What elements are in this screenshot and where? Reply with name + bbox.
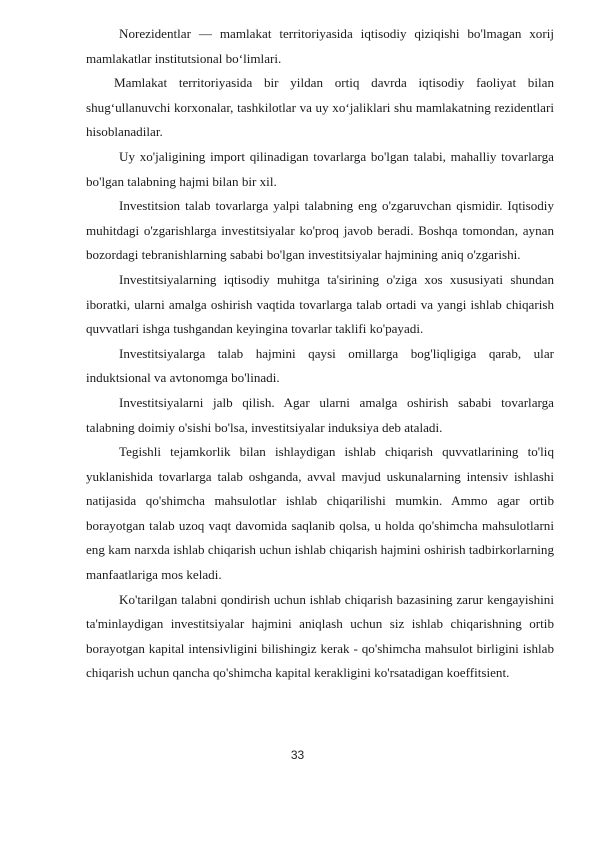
paragraph-investment-types: Investitsiyalarga talab hajmini qaysi omillarga bog'liqligiga qarab, ular induktsional va avtonomga bo'linadi. xyxy=(86,345,554,386)
document-page xyxy=(86,22,554,686)
paragraph-capital-intensity: Ko'tarilgan talabni qondirish uchun ishlab chiqarish bazasining zarur kengayishini ta'minlaydigan investitsiyalar hajmini aniqlash uchun siz ishlab chiqarishning ortib borayotgan kapital intensivligini bilishingiz kerak - qo'shimcha mahsulot birligini ishlab chiqarish uchun qancha qo'shimcha kapital kerakligini ko'rsatadigan koeffitsient. xyxy=(86,591,554,681)
page-number: 33 xyxy=(290,748,305,762)
paragraph-capacity-load: Tegishli tejamkorlik bilan ishlaydigan ishlab chiqarish quvvatlarining to'liq yuklanishida tovarlarga talab oshganda, avval mavjud uskunalarning intensiv ishlashi natijasida qo'shimcha mahsulotlar ishlab chiqarilishi mumkin. Ammo agar ortib borayotgan talab uzoq vaqt davomida saqlanib qolsa, u holda qo'shimcha mahsulotlarni eng kam narxda ishlab chiqarish uchun ishlab chiqarish hajmini oshirish tadbirkorlarning manfaatlariga mos keladi. xyxy=(86,444,554,583)
paragraph-nonresidents: Norezidentlar — mamlakat territoriyasida iqtisodiy qiziqishi bo'lmagan xorij mamlakatlar institutsional bo‘limlari. xyxy=(86,26,554,66)
paragraph-investment-feature: Investitsiyalarning iqtisodiy muhitga ta'sirining o'ziga xos xususiyati shundan iboratki, ularni amalga oshirish vaqtida tovarlarga talab ortadi va yangi ishlab chiqarish quvvatlari ishga tushgandan keyingina tovarlar taklifi ko'payadi. xyxy=(86,271,554,337)
paragraph-induced-investment: Investitsiyalarni jalb qilish. Agar ularni amalga oshirish sababi tovarlarga talabning doimiy o'sishi bo'lsa, investitsiyalar induksiya deb ataladi. xyxy=(86,394,554,435)
paragraph-residents: Mamlakat territoriyasida bir yildan ortiq davrda iqtisodiy faoliyat bilan shug‘ullanuvchi korxonalar, tashkilotlar va uy xo‘jaliklari shu mamlakatning rezidentlari hisoblanadilar. xyxy=(86,75,554,140)
paragraph-household-demand: Uy xo'jaligining import qilinadigan tovarlarga bo'lgan talabi, mahalliy tovarlarga bo'lgan talabning hajmi bilan bir xil. xyxy=(86,148,554,189)
paragraph-investment-demand: Investitsion talab tovarlarga yalpi talabning eng o'zgaruvchan qismidir. Iqtisodiy muhitdagi o'zgarishlarga investitsiyalar ko'proq javob beradi. Boshqa tomondan, aynan bozordagi tebranishlarning sababi bo'lgan investitsiyalar hajmining aniq o'zgarishi. xyxy=(86,198,554,263)
